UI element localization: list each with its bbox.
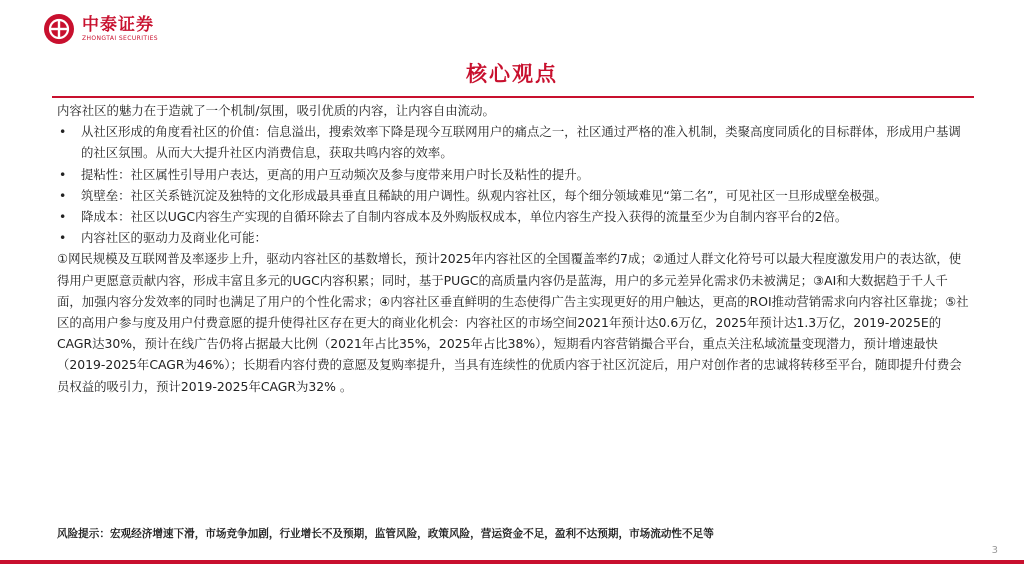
bullet-item (57, 185, 972, 206)
bullet-text: 内容社区的驱动力及商业化可能： (81, 230, 267, 246)
footer-bar (0, 560, 1024, 564)
logo-mark-icon (44, 14, 74, 44)
bullet-item (57, 121, 972, 163)
title-divider (52, 96, 974, 98)
bullet-item (57, 206, 972, 227)
slide-title: 核心观点 (466, 62, 558, 86)
bullet-text: 筑壁垒：社区关系链沉淀及独特的文化形成最具垂直且稀缺的用户调性。纵观内容社区，每个细分领域难见“第二名”，可见社区一旦形成壁垒极强。 (81, 187, 887, 203)
bullet-dot-icon: • (59, 124, 67, 140)
slide-content (57, 100, 972, 397)
company-logo (44, 14, 158, 44)
intro-paragraph: 内容社区的魅力在于造就了一个机制/氛围，吸引优质的内容，让内容自由流动。 (57, 103, 495, 118)
bullet-item (57, 164, 972, 185)
bullet-dot-icon: • (59, 166, 67, 182)
logo-name-cn: 中泰证券 (82, 14, 154, 35)
bullet-text: 从社区形成的角度看社区的价值：信息溢出，搜索效率下降是现今互联网用户的痛点之一，社区通过严格的准入机制，类聚高度同质化的目标群体，形成用户基调的社区氛围。从而大大提升社区内消费信息，获取共鸣内容的效率。 (81, 124, 961, 161)
logo-name-en: ZHONGTAI SECURITIES (82, 34, 159, 42)
bullet-dot-icon: • (59, 209, 67, 225)
bullet-dot-icon: • (59, 187, 67, 203)
drivers-paragraph: ①网民规模及互联网普及率逐步上升，驱动内容社区的基数增长，预计2025年内容社区的全国覆盖率约7成；②通过人群文化符号可以最大程度激发用户的表达欲，使得用户更愿意贡献内容，形成丰富且多元的UGC内容积累；同时，基于PUGC的高质量内容仍是蓝海，用户的多元差异化需求仍未被满足；③AI和大数据趋于千人千面，加强内容分发效率的同时也满足了用户的个性化需求；④内容社区垂直鲜明的生态使得广告主实现更好的用户触达，更高的ROI推动营销需求向内容社区靠拢；⑤社区的高用户参与度及用户付费意愿的提升使得社区存在更大的商业化机会：内容社区的市场空间2021年预计达0.6万亿，2025年预计达1.3万亿，2019-2025E的CAGR达30%，预计在线广告仍将占据最大比例（2021年占比35%，2025年占比38%），短期看内容营销撮合平台，重点关注私域流量变现潜力，预计增速最快（2019-2025年CAGR为46%）；长期看内容付费的意愿及复购率提升，当具有连续性的优质内容于社区沉淀后，用户对创作者的忠诚将转移至平台，随即提升付费会员权益的吸引力，预计2019-2025年CAGR为32% 。 (57, 251, 969, 394)
bullet-text: 降成本：社区以UGC内容生产实现的自循环除去了自制内容成本及外购版权成本，单位内容生产投入获得的流量至少为自制内容平台的2倍。 (81, 209, 848, 225)
bullet-dot-icon: • (59, 230, 67, 246)
bullet-text: 提粘性：社区属性引导用户表达，更高的用户互动频次及参与度带来用户时长及粘性的提升。 (81, 166, 590, 182)
page-number: 3 (991, 545, 998, 556)
risk-warning: 风险提示：宏观经济增速下滑，市场竞争加剧，行业增长不及预期，监管风险，政策风险，营运资金不足，盈利不达预期，市场流动性不足等 (57, 528, 714, 540)
bullet-item (57, 227, 972, 248)
